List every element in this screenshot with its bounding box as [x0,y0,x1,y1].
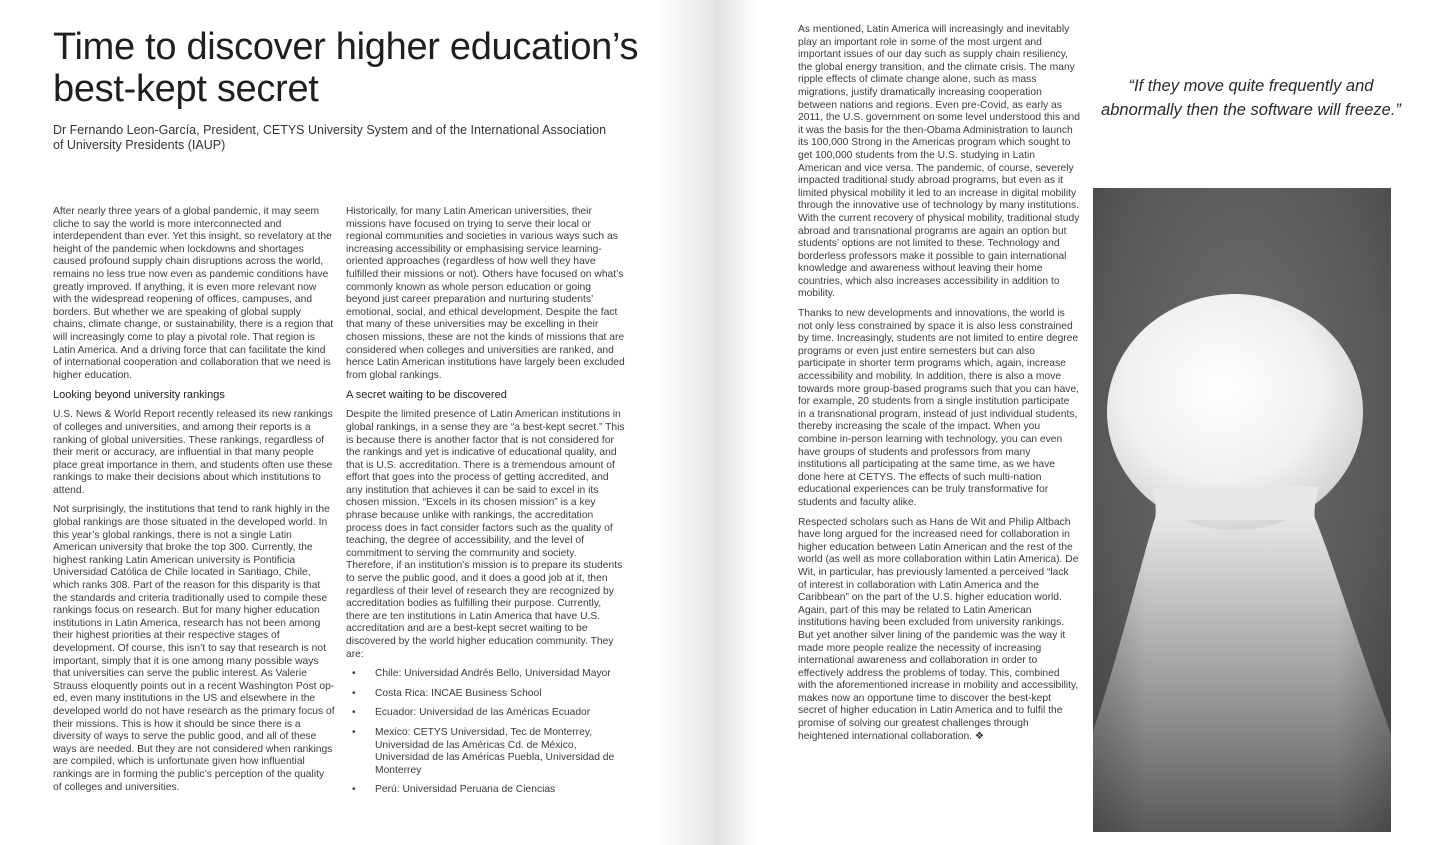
article-title: Time to discover higher education’s best-kept secret [53,26,639,110]
bullet-icon: • [352,726,356,738]
list-item [346,784,626,797]
institution-list [346,668,626,797]
bullet-icon: • [352,784,356,796]
keyhole-neck [1153,486,1319,520]
text-column-1 [53,206,335,801]
page-gutter-shadow [656,0,716,845]
list-item-text: Mexico: CETYS Universidad, Tec de Monterrey, Universidad de las Américas Cd. de México, Universidad de las Américas Puebla, Universidad de Monterrey [375,726,615,776]
paragraph: U.S. News & World Report recently released its new rankings of colleges and universities, and among their reports is a ranking of global universities. These rankings, regardless of their merit or accuracy, are influential in that many people place great importance in them, and students often use these rankings to make their decisions about which institutions to attend. [53,409,333,496]
pull-quote: “If they move quite frequently and abnormally then the software will freeze.” [1101,77,1401,119]
paragraph: Not surprisingly, the institutions that tend to rank highly in the global rankings are those situated in the developed world. In this year’s global rankings, there is not a single Latin American university that broke the top 300. Currently, the highest ranking Latin American university is Pontificia Universidad Católica de Chile located in Santiago, Chile, which ranks 308. Part of the reason for this disparity is that the standards and criteria traditionally used to compile these rankings focus on research. But for many higher education institutions in Latin America, research has not been among their highest priorities at their respective stages of development. Of course, this isn’t to say that research is not important, simply that it is one among many possible ways that universities can serve the public interest. As Valerie Strauss eloquently points out in a recent Washington Post op-ed, even many institutions in the US and elsewhere in the developed world do not have research as the primary focus of their missions. This is how it should be since there is a diversity of ways to serve the public good, and all of these ways are needed. But they are not considered when rankings are compiled, which is unfortunate given how influential rankings are in forming the public’s perception of the quality of colleges and universities. [53,504,335,793]
list-item-text: Costa Rica: INCAE Business School [375,687,542,699]
paragraph: Respected scholars such as Hans de Wit and Philip Altbach have long argued for the increased need for collaboration in higher education between Latin American and the rest of the world (as well as more collaboration within Latin America). De Wit, in particular, has previously lamented a perceived “lack of interest in collaboration with Latin America and the Caribbean” on the part of the U.S. higher education world. Again, part of this may be related to Latin American institutions having been excluded from university rankings. But yet another silver lining of the pandemic was the way it made more people realize the necessity of increasing international awareness and collaboration in order to effectively address the problems of today. This, combined with the aforementioned increase in mobility and accessibility, makes now an opportune time to discover the best-kept secret of higher education in Latin America and to fulfil the promise of solving our greatest challenges through heightened international collaboration. ❖ [798,516,1079,742]
bullet-icon: • [352,687,356,699]
list-item [346,688,626,701]
article-byline: Dr Fernando Leon-García, President, CETYS University System and of the International Association of University Presidents (IAUP) [53,123,607,152]
keyhole-light-image [1093,188,1391,832]
list-item [346,727,626,777]
paragraph: Despite the limited presence of Latin American institutions in global rankings, in a sense they are “a best-kept secret.” This is because there is another factor that is not considered for the rankings and yet is indicative of educational quality, and that is U.S. accreditation. There is a tremendous amount of effort that goes into the process of getting accredited, and any institution that achieves it can be said to excel in its chosen mission. “Excels in its chosen mission” is a key phrase because unlike with rankings, the accreditation process does in fact consider factors such as the quality of teaching, the degree of accessibility, and the level of commitment to serving the community and society. Therefore, if an institution’s mission is to prepare its students to serve the public good, and it does a good job at it, then regardless of their level of research they are recognized by accreditation bodies as fulfilling their purpose. Currently, there are ten institutions in Latin America that have U.S. accreditation and are a best-kept secret waiting to be discovered by the world higher education community. They are: [346,409,625,660]
right-page [716,0,1431,845]
paragraph: After nearly three years of a global pandemic, it may seem cliche to say the world is more interconnected and interdependent than ever. Yet this insight, so revelatory at the height of the pandemic when lockdowns and shortages caused profound supply chain disruptions across the world, remains no less true now even as pandemic conditions have greatly improved. If anything, it is even more relevant now with the widespread reopening of offices, campuses, and borders. But whether we are speaking of global supply chains, climate change, or sustainability, there is a region that will increasingly come to play a pivotal role. That region is Latin America. And a driving force that can facilitate the kind of international cooperation and collaboration that we need is higher education. [53,206,334,381]
text-column-2 [346,206,626,804]
list-item-text: Ecuador: Universidad de las Américas Ecuador [375,707,591,719]
list-item [346,707,626,720]
list-item [346,668,626,681]
bullet-icon: • [352,668,356,680]
paragraph: Historically, for many Latin American universities, their missions have focused on trying to serve their local or regional communities and societies in various ways such as increasing accessibility or emphasising service learning-oriented approaches (regardless of how well they have fulfilled their missions or not). Others have focused on what’s commonly known as whole person education or going beyond just career preparation and nurturing students’ emotional, social, and ethical development. Despite the fact that many of these universities may be excelling in their chosen missions, these are not the kinds of missions that are considered when colleges and universities are ranked, and hence Latin American institutions have largely been excluded from global rankings. [346,206,625,381]
list-item-text: Chile: Universidad Andrés Bello, Universidad Mayor [375,668,611,680]
keyhole-light-photo [1093,188,1391,832]
bullet-icon: • [352,707,356,719]
page-gutter-shadow [716,0,756,845]
text-column-3 [798,24,1080,750]
paragraph: As mentioned, Latin America will increasingly and inevitably play an important role in some of the most urgent and important issues of our day such as supply chain resiliency, the global energy transition, and the climate crisis. The many ripple effects of climate change alone, such as mass migrations, justify dramatically increasing cooperation between nations and regions. Even pre-Covid, as early as 2011, the U.S. government on some level understood this and it was the basis for the then-Obama Administration to launch its 100,000 Strong in the Americas program which sought to get 100,000 students from the U.S. studying in Latin American and vice versa. The pandemic, of course, severely impacted traditional study abroad programs, but even as it limited physical mobility it led to an increase in digital mobility through the innovative use of technology by many institutions. With the current recovery of physical mobility, traditional study abroad and transnational programs are again an option but students’ options are not limited to these. Technology and borderless professors make it possible to gain international knowledge and awareness without leaving their home countries, which also increases accessibility in addition to mobility. [798,24,1081,300]
section-heading: Looking beyond university rankings [53,389,225,402]
section-heading: A secret waiting to be discovered [346,389,507,402]
list-item-text: Perú: Universidad Peruana de Ciencias [375,784,556,796]
paragraph: Thanks to new developments and innovations, the world is not only less constrained by space it is also less constrained by time. Increasingly, students are not limited to entire degree programs or even just entire semesters but can also participate in shorter term programs which, again, increase accessibility and mobility. In addition, there is also a move towards more group-based programs such that you can have, for example, 20 students from a single institution participate in a transnational program, instead of just individual students, thereby increasing the scale of the impact. When you combine in-person learning with technology, you can even have groups of students and professors from many institutions all participating at the same time, as we have done here at CETYS. The effects of such multi-nation educational experiences can be truly transformative for students and faculty alike. [798,308,1080,508]
